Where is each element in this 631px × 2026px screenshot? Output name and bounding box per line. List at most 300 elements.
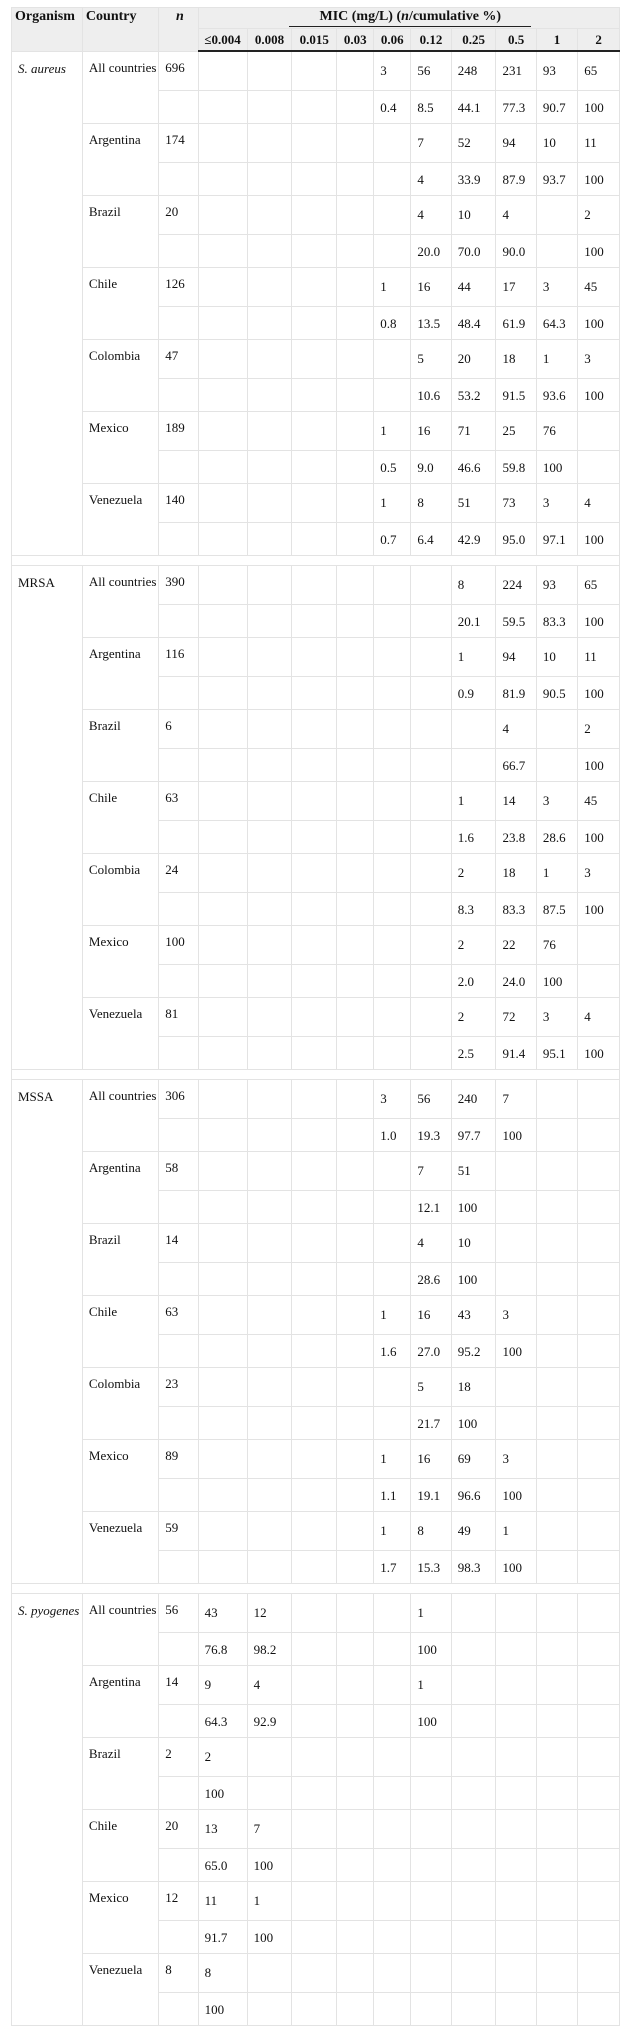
count-cell [292, 339, 337, 378]
cumulative-cell [536, 1632, 577, 1665]
cumulative-cell: 10.6 [411, 378, 451, 411]
count-cell [536, 1737, 577, 1776]
header-bin-6: 0.25 [451, 29, 496, 52]
table-row-counts [12, 1881, 620, 1920]
cumulative-cell: 100 [496, 1118, 536, 1151]
cumulative-cell [198, 964, 247, 997]
cumulative-cell [292, 306, 337, 339]
count-cell [198, 483, 247, 522]
cumulative-cell: 0.4 [374, 90, 411, 123]
n-cell: 14 [159, 1223, 198, 1262]
count-cell [496, 1809, 536, 1848]
count-cell: 94 [496, 123, 536, 162]
count-cell: 2 [451, 925, 496, 964]
n-cell-empty [159, 1632, 198, 1665]
count-cell [374, 997, 411, 1036]
cumulative-cell: 27.0 [411, 1334, 451, 1367]
cumulative-cell [374, 604, 411, 637]
cumulative-cell: 24.0 [496, 964, 536, 997]
count-cell [337, 1151, 374, 1190]
cumulative-cell [337, 748, 374, 781]
country-cell: Chile [82, 1295, 158, 1367]
cumulative-cell [247, 1478, 292, 1511]
cumulative-cell: 15.3 [411, 1550, 451, 1583]
count-cell [337, 195, 374, 234]
count-cell [198, 411, 247, 450]
cumulative-cell [451, 1920, 496, 1953]
n-cell: 140 [159, 483, 198, 522]
cumulative-cell [247, 1334, 292, 1367]
cumulative-cell [578, 1848, 620, 1881]
count-cell [536, 1511, 577, 1550]
cumulative-cell: 53.2 [451, 378, 496, 411]
count-cell [198, 51, 247, 90]
country-cell: Chile [82, 781, 158, 853]
count-cell [198, 565, 247, 604]
count-cell: 11 [578, 637, 620, 676]
country-cell: Venezuela [82, 1511, 158, 1583]
cumulative-cell: 100 [578, 820, 620, 853]
count-cell [247, 637, 292, 676]
cumulative-cell [292, 1334, 337, 1367]
cumulative-cell [337, 162, 374, 195]
count-cell: 16 [411, 411, 451, 450]
cumulative-cell [411, 1848, 451, 1881]
cumulative-cell [247, 378, 292, 411]
cumulative-cell: 100 [451, 1406, 496, 1439]
count-cell [578, 1665, 620, 1704]
cumulative-cell [451, 1848, 496, 1881]
n-cell: 20 [159, 195, 198, 234]
country-cell: Colombia [82, 853, 158, 925]
cumulative-cell [337, 1190, 374, 1223]
cumulative-cell [292, 1848, 337, 1881]
cumulative-cell [451, 1776, 496, 1809]
count-cell [374, 1223, 411, 1262]
cumulative-cell: 100 [578, 306, 620, 339]
table-row-counts [12, 709, 620, 748]
cumulative-cell: 0.8 [374, 306, 411, 339]
cumulative-cell: 100 [451, 1262, 496, 1295]
cumulative-cell [374, 820, 411, 853]
cumulative-cell: 100 [496, 1334, 536, 1367]
cumulative-cell: 21.7 [411, 1406, 451, 1439]
cumulative-cell [292, 1776, 337, 1809]
cumulative-cell [337, 676, 374, 709]
table-row-counts [12, 1295, 620, 1334]
count-cell: 10 [451, 195, 496, 234]
country-cell: Brazil [82, 1737, 158, 1809]
cumulative-cell: 1.0 [374, 1118, 411, 1151]
n-cell: 174 [159, 123, 198, 162]
cumulative-cell: 12.1 [411, 1190, 451, 1223]
cumulative-cell [374, 378, 411, 411]
cumulative-cell: 1.6 [451, 820, 496, 853]
header-organism: Organism [12, 8, 83, 52]
n-cell-empty [159, 964, 198, 997]
cumulative-cell [451, 1992, 496, 2025]
cumulative-cell: 61.9 [496, 306, 536, 339]
count-cell: 10 [451, 1223, 496, 1262]
cumulative-cell [411, 1992, 451, 2025]
count-cell [496, 1953, 536, 1992]
count-cell [411, 997, 451, 1036]
count-cell: 18 [451, 1367, 496, 1406]
count-cell: 1 [496, 1511, 536, 1550]
count-cell: 71 [451, 411, 496, 450]
cumulative-cell [247, 820, 292, 853]
count-cell: 69 [451, 1439, 496, 1478]
cumulative-cell [247, 892, 292, 925]
count-cell: 12 [247, 1593, 292, 1632]
count-cell [496, 1665, 536, 1704]
cumulative-cell [536, 1190, 577, 1223]
table-row-counts [12, 1223, 620, 1262]
n-cell: 8 [159, 1953, 198, 1992]
cumulative-cell [198, 162, 247, 195]
cumulative-cell [292, 1704, 337, 1737]
cumulative-cell [411, 604, 451, 637]
cumulative-cell: 8.3 [451, 892, 496, 925]
n-cell: 24 [159, 853, 198, 892]
cumulative-cell [536, 1118, 577, 1151]
count-cell [374, 925, 411, 964]
country-cell: Argentina [82, 637, 158, 709]
cumulative-cell: 13.5 [411, 306, 451, 339]
group-separator [12, 1069, 620, 1079]
table-row-counts [12, 1079, 620, 1118]
count-cell [247, 997, 292, 1036]
count-cell [337, 637, 374, 676]
count-cell [374, 195, 411, 234]
count-cell [292, 925, 337, 964]
count-cell [247, 709, 292, 748]
cumulative-cell [337, 1334, 374, 1367]
country-cell: Mexico [82, 411, 158, 483]
n-cell-empty [159, 1704, 198, 1737]
count-cell [198, 339, 247, 378]
count-cell [337, 1079, 374, 1118]
cumulative-cell: 28.6 [411, 1262, 451, 1295]
count-cell [198, 1223, 247, 1262]
cumulative-cell [451, 748, 496, 781]
count-cell [411, 709, 451, 748]
count-cell [198, 1151, 247, 1190]
cumulative-cell: 98.2 [247, 1632, 292, 1665]
count-cell: 93 [536, 51, 577, 90]
count-cell: 7 [411, 1151, 451, 1190]
cumulative-cell [292, 522, 337, 555]
count-cell [337, 1511, 374, 1550]
cumulative-cell: 95.0 [496, 522, 536, 555]
count-cell [198, 781, 247, 820]
count-cell: 3 [374, 51, 411, 90]
cumulative-cell: 59.8 [496, 450, 536, 483]
table-row-counts [12, 997, 620, 1036]
count-cell: 2 [578, 195, 620, 234]
cumulative-cell [247, 162, 292, 195]
cumulative-cell: 20.1 [451, 604, 496, 637]
n-cell-empty [159, 1262, 198, 1295]
count-cell: 65 [578, 51, 620, 90]
cumulative-cell [411, 1036, 451, 1069]
count-cell [247, 1953, 292, 1992]
cumulative-cell [374, 234, 411, 267]
count-cell: 49 [451, 1511, 496, 1550]
count-cell: 1 [536, 339, 577, 378]
cumulative-cell [337, 1036, 374, 1069]
cumulative-cell [198, 748, 247, 781]
cumulative-cell [374, 676, 411, 709]
count-cell [578, 411, 620, 450]
cumulative-cell: 93.6 [536, 378, 577, 411]
cumulative-cell [247, 748, 292, 781]
count-cell: 4 [247, 1665, 292, 1704]
count-cell: 1 [411, 1665, 451, 1704]
count-cell [536, 1593, 577, 1632]
cumulative-cell: 70.0 [451, 234, 496, 267]
cumulative-cell [198, 1262, 247, 1295]
count-cell: 2 [578, 709, 620, 748]
count-cell [451, 1737, 496, 1776]
count-cell: 3 [496, 1295, 536, 1334]
n-cell-empty [159, 1334, 198, 1367]
count-cell: 3 [496, 1439, 536, 1478]
cumulative-cell [411, 892, 451, 925]
count-cell [496, 1737, 536, 1776]
count-cell [247, 267, 292, 306]
country-cell: Venezuela [82, 483, 158, 555]
n-cell: 20 [159, 1809, 198, 1848]
cumulative-cell: 100 [578, 604, 620, 637]
n-cell-empty [159, 1920, 198, 1953]
count-cell [247, 339, 292, 378]
cumulative-cell: 20.0 [411, 234, 451, 267]
n-cell: 81 [159, 997, 198, 1036]
count-cell [337, 1809, 374, 1848]
cumulative-cell: 90.7 [536, 90, 577, 123]
n-cell-empty [159, 892, 198, 925]
cumulative-cell: 81.9 [496, 676, 536, 709]
cumulative-cell [578, 1550, 620, 1583]
table-row-counts [12, 1439, 620, 1478]
n-cell-empty [159, 1992, 198, 2025]
cumulative-cell [198, 892, 247, 925]
cumulative-cell [198, 1550, 247, 1583]
cumulative-cell [496, 1992, 536, 2025]
count-cell: 1 [247, 1881, 292, 1920]
count-cell: 17 [496, 267, 536, 306]
count-cell [374, 853, 411, 892]
n-cell-empty [159, 1550, 198, 1583]
cumulative-cell [337, 892, 374, 925]
count-cell: 10 [536, 123, 577, 162]
n-cell: 189 [159, 411, 198, 450]
count-cell [292, 1809, 337, 1848]
table-row-counts [12, 781, 620, 820]
cumulative-cell: 19.3 [411, 1118, 451, 1151]
cumulative-cell [536, 1704, 577, 1737]
count-cell [292, 565, 337, 604]
country-cell: All countries [82, 565, 158, 637]
cumulative-cell [496, 1262, 536, 1295]
count-cell [337, 1593, 374, 1632]
country-cell: Chile [82, 1809, 158, 1881]
cumulative-cell: 100 [578, 522, 620, 555]
cumulative-cell [536, 748, 577, 781]
count-cell [292, 1953, 337, 1992]
cumulative-cell: 59.5 [496, 604, 536, 637]
count-cell: 7 [247, 1809, 292, 1848]
country-cell: Venezuela [82, 1953, 158, 2025]
count-cell [247, 1737, 292, 1776]
count-cell: 16 [411, 1295, 451, 1334]
cumulative-cell: 76.8 [198, 1632, 247, 1665]
count-cell [536, 1439, 577, 1478]
count-cell [578, 925, 620, 964]
count-cell [337, 51, 374, 90]
count-cell [292, 997, 337, 1036]
n-cell: 63 [159, 1295, 198, 1334]
count-cell [247, 853, 292, 892]
table-row-counts [12, 195, 620, 234]
count-cell: 18 [496, 853, 536, 892]
n-cell-empty [159, 90, 198, 123]
count-cell [292, 781, 337, 820]
cumulative-cell [292, 964, 337, 997]
cumulative-cell [496, 1406, 536, 1439]
count-cell: 11 [198, 1881, 247, 1920]
cumulative-cell [337, 1550, 374, 1583]
count-cell: 3 [578, 339, 620, 378]
n-cell: 306 [159, 1079, 198, 1118]
header-bin-1: 0.008 [247, 29, 292, 52]
count-cell: 44 [451, 267, 496, 306]
country-cell: Colombia [82, 339, 158, 411]
cumulative-cell [337, 1848, 374, 1881]
count-cell: 11 [578, 123, 620, 162]
group-separator [12, 555, 620, 565]
count-cell: 45 [578, 267, 620, 306]
cumulative-cell [292, 892, 337, 925]
count-cell [198, 1367, 247, 1406]
cumulative-cell: 100 [247, 1848, 292, 1881]
count-cell [536, 1809, 577, 1848]
country-cell: Argentina [82, 1665, 158, 1737]
cumulative-cell: 100 [578, 748, 620, 781]
cumulative-cell [536, 1550, 577, 1583]
cumulative-cell [496, 1632, 536, 1665]
count-cell: 72 [496, 997, 536, 1036]
country-cell: Brazil [82, 195, 158, 267]
cumulative-cell: 1.7 [374, 1550, 411, 1583]
cumulative-cell [536, 1334, 577, 1367]
count-cell [337, 123, 374, 162]
count-cell [198, 853, 247, 892]
cumulative-cell: 28.6 [536, 820, 577, 853]
table-row-counts [12, 637, 620, 676]
count-cell: 3 [578, 853, 620, 892]
cumulative-cell [374, 1632, 411, 1665]
table-row-counts [12, 1665, 620, 1704]
cumulative-cell [578, 1992, 620, 2025]
count-cell [536, 1295, 577, 1334]
country-cell: Chile [82, 267, 158, 339]
count-cell: 4 [411, 1223, 451, 1262]
count-cell [247, 1079, 292, 1118]
cumulative-cell [198, 522, 247, 555]
count-cell [374, 1151, 411, 1190]
n-cell-empty [159, 1776, 198, 1809]
cumulative-cell [337, 378, 374, 411]
table-row-counts [12, 411, 620, 450]
count-cell: 45 [578, 781, 620, 820]
cumulative-cell: 90.5 [536, 676, 577, 709]
cumulative-cell: 100 [198, 1992, 247, 2025]
cumulative-cell [536, 1776, 577, 1809]
count-cell [198, 709, 247, 748]
count-cell [451, 1881, 496, 1920]
count-cell: 56 [411, 51, 451, 90]
n-cell-empty [159, 306, 198, 339]
count-cell [374, 123, 411, 162]
cumulative-cell [496, 1848, 536, 1881]
cumulative-cell [247, 1776, 292, 1809]
count-cell [292, 853, 337, 892]
cumulative-cell [578, 450, 620, 483]
cumulative-cell [247, 90, 292, 123]
count-cell: 1 [451, 781, 496, 820]
count-cell [578, 1439, 620, 1478]
cumulative-cell [337, 1478, 374, 1511]
count-cell [374, 1593, 411, 1632]
count-cell: 4 [578, 483, 620, 522]
count-cell [578, 1511, 620, 1550]
cumulative-cell [578, 1406, 620, 1439]
count-cell [292, 1367, 337, 1406]
cumulative-cell: 100 [198, 1776, 247, 1809]
cumulative-cell [411, 1776, 451, 1809]
count-cell [292, 1295, 337, 1334]
cumulative-cell [292, 1118, 337, 1151]
group-separator-cell [12, 555, 620, 565]
count-cell [198, 267, 247, 306]
cumulative-cell [578, 1632, 620, 1665]
n-cell-empty [159, 1478, 198, 1511]
cumulative-cell: 48.4 [451, 306, 496, 339]
count-cell [411, 1953, 451, 1992]
count-cell: 3 [536, 781, 577, 820]
table-row-counts [12, 1151, 620, 1190]
count-cell: 1 [536, 853, 577, 892]
count-cell [496, 1881, 536, 1920]
count-cell [451, 1953, 496, 1992]
country-cell: Argentina [82, 123, 158, 195]
count-cell: 51 [451, 1151, 496, 1190]
count-cell: 8 [451, 565, 496, 604]
group-separator [12, 1583, 620, 1593]
count-cell: 1 [374, 267, 411, 306]
cumulative-cell: 19.1 [411, 1478, 451, 1511]
n-cell: 6 [159, 709, 198, 748]
n-cell-empty [159, 820, 198, 853]
table-row-counts [12, 1511, 620, 1550]
table-row-counts [12, 1953, 620, 1992]
count-cell [337, 853, 374, 892]
header-bin-5: 0.12 [411, 29, 451, 52]
count-cell: 76 [536, 411, 577, 450]
cumulative-cell [374, 1036, 411, 1069]
